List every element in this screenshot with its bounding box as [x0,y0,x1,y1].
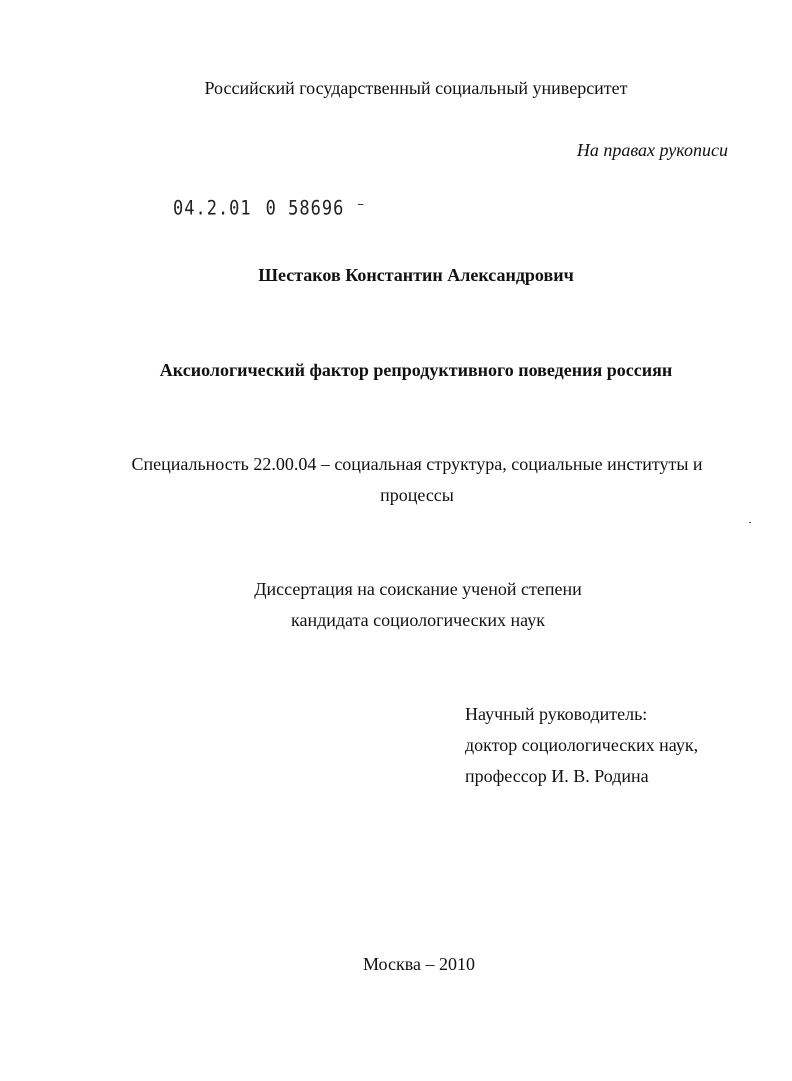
supervisor-degree: доктор социологических наук, [465,735,699,755]
registration-stamp [173,196,367,221]
city-year: Москва – 2010 [363,954,475,974]
registration-stamp-part2: 0 58696 ⁻ [265,197,367,221]
author-name: Шестаков Константин Александрович [258,265,574,285]
degree-line-1: Диссертация на соискание ученой степени [254,579,582,599]
specialty-line-1: Специальность 22.00.04 – социальная структура, социальные институты и [131,454,703,474]
scan-speck [749,522,751,523]
degree-line-2: кандидата социологических наук [291,610,545,630]
manuscript-rights-note: На правах рукописи [576,140,728,160]
dissertation-title: Аксиологический фактор репродуктивного поведения россиян [159,360,673,380]
supervisor-name: профессор И. В. Родина [465,766,649,786]
supervisor-label: Научный руководитель: [465,704,648,724]
university-name: Российский государственный социальный университет [204,78,628,98]
specialty-line-2: процессы [380,485,454,505]
registration-stamp-part1: 04.2.01 [173,197,252,221]
